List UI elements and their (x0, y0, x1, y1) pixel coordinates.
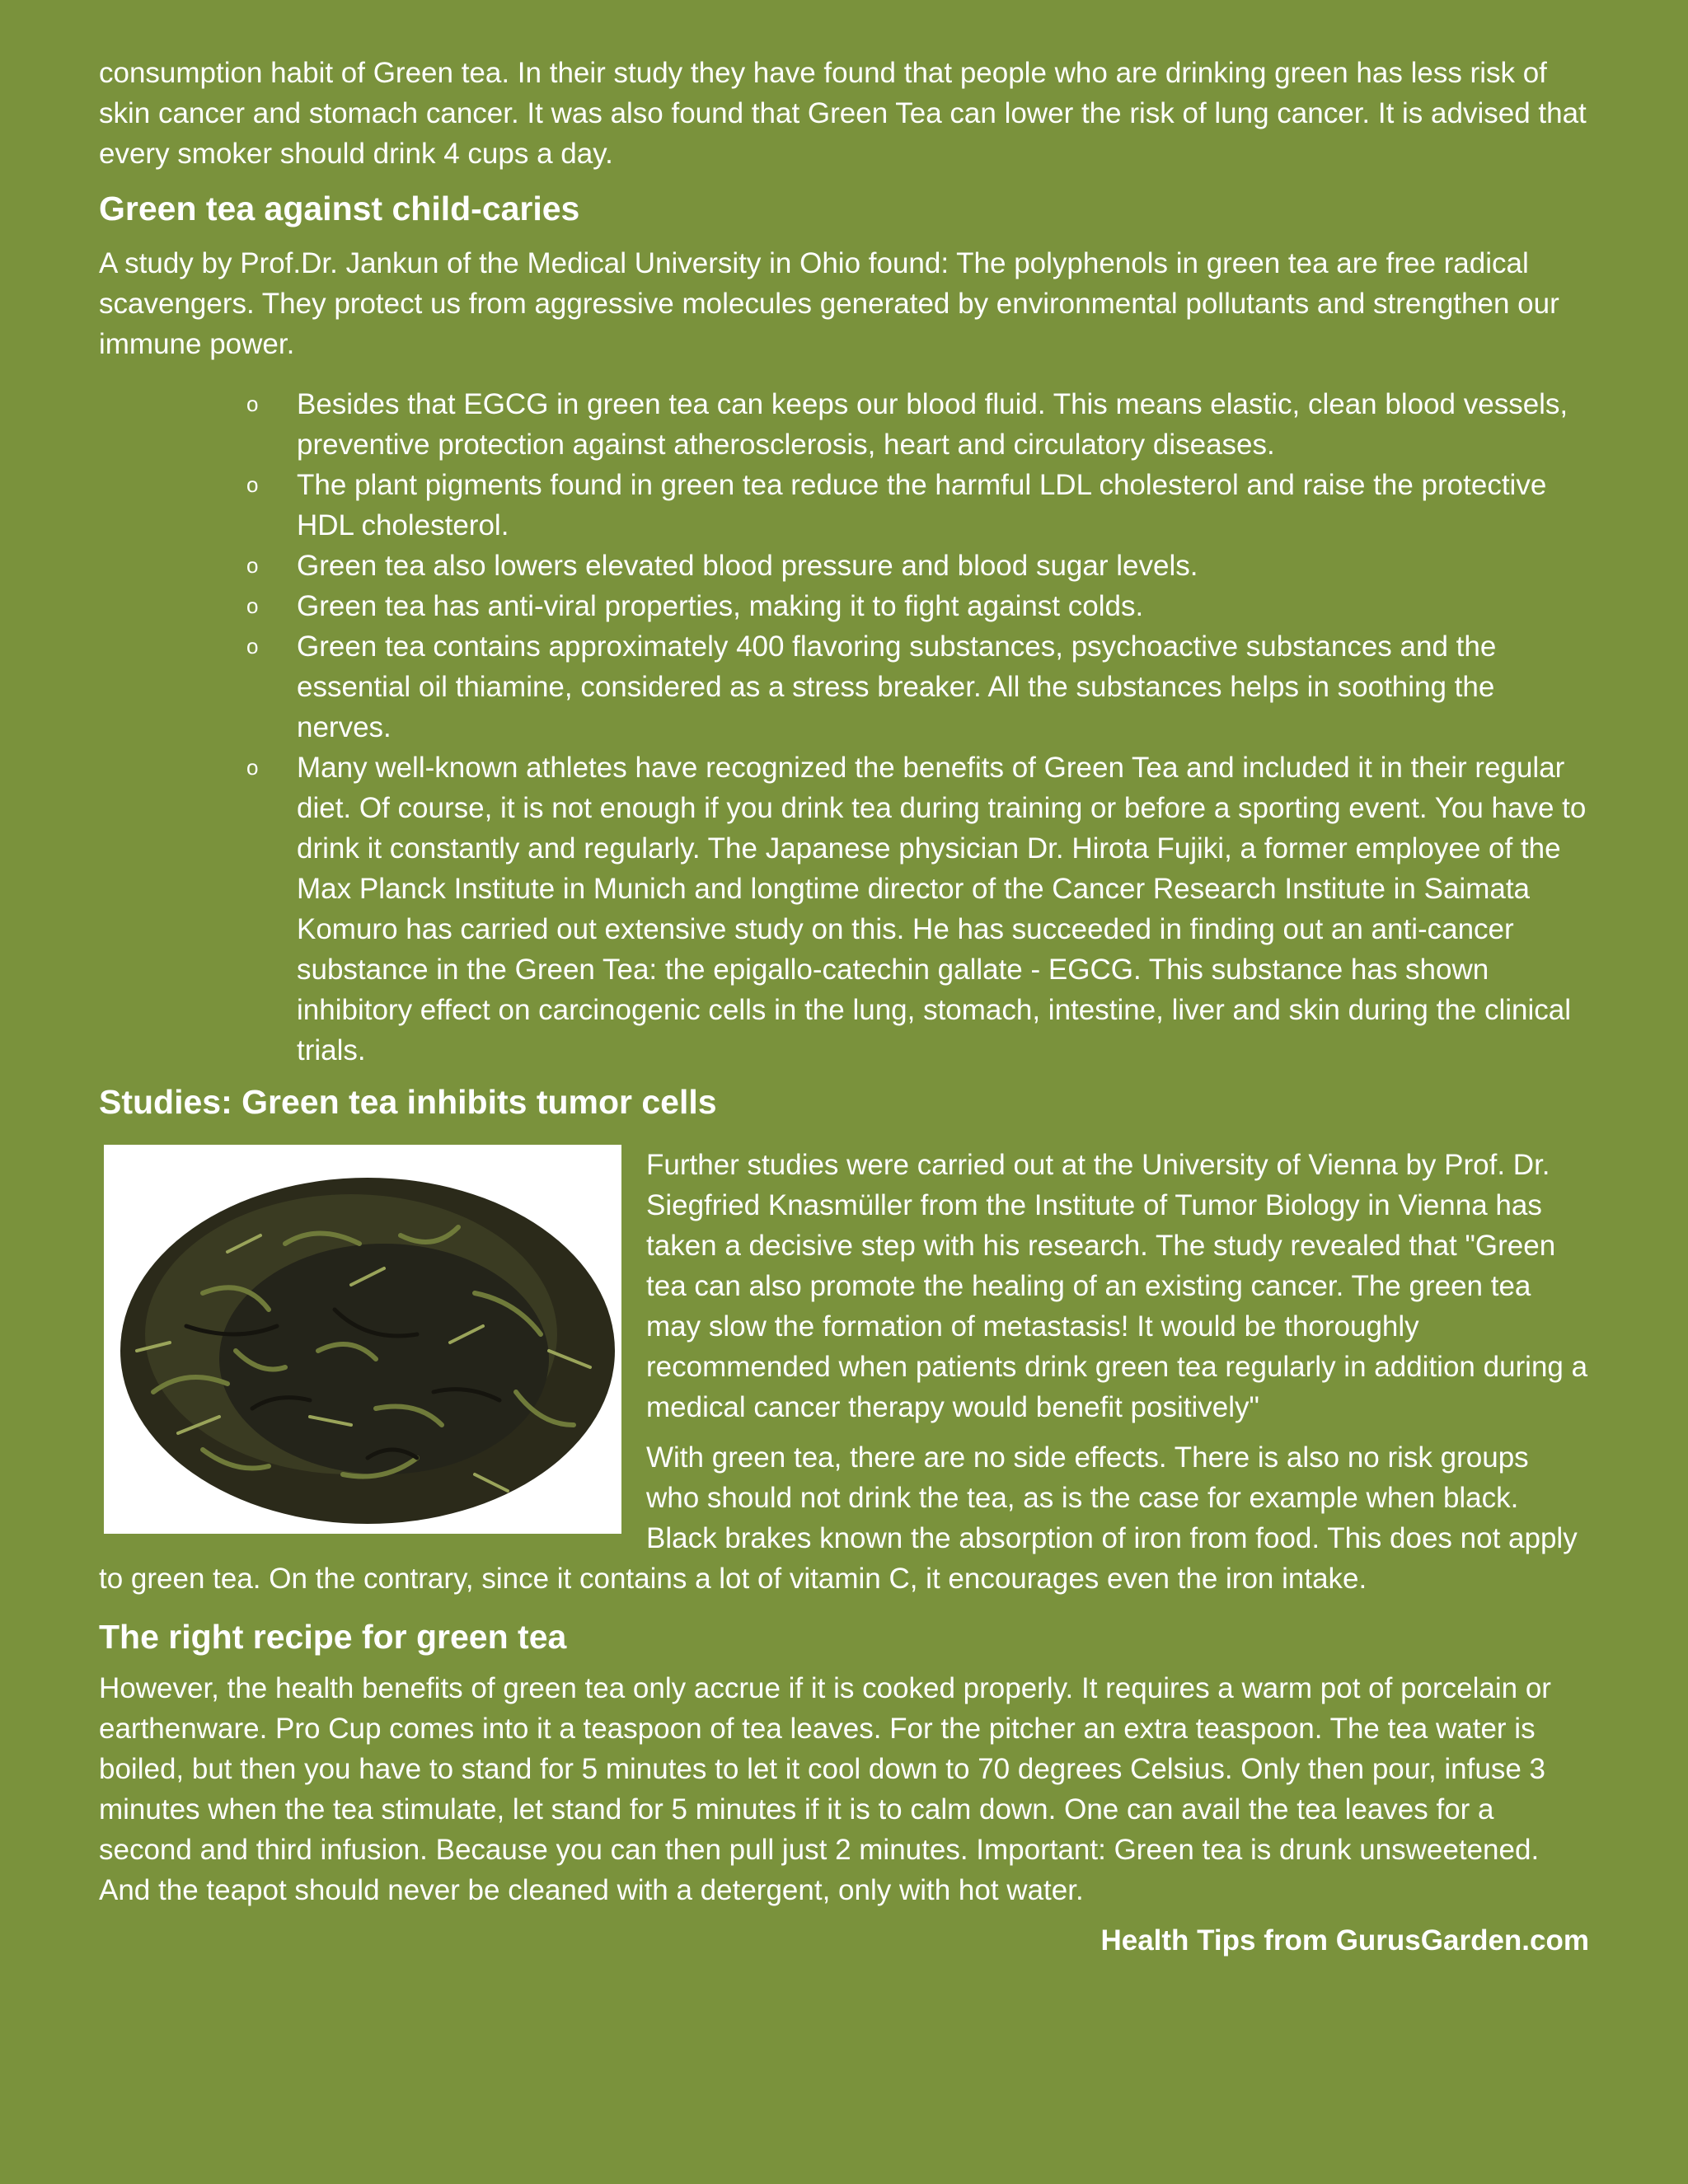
heading-recipe: The right recipe for green tea (99, 1618, 567, 1656)
bullet-marker: o (246, 634, 259, 658)
list-item-text: Green tea contains approximately 400 flavoring substances, psychoactive substances and the essential oil thiamine, considered as a stress breaker. All the substances helps in soothing the nerves. (297, 630, 1497, 743)
tumor-study-section (99, 1145, 1589, 1599)
list-item (246, 546, 1589, 586)
bullet-marker: o (246, 472, 259, 497)
bullet-marker: o (246, 755, 259, 780)
list-item (246, 586, 1589, 626)
list-item-text: Green tea has anti-viral properties, making it to fight against colds. (297, 590, 1144, 622)
bullet-marker: o (246, 391, 259, 416)
document-page (99, 53, 1589, 1961)
list-item-text: Many well-known athletes have recognized the benefits of Green Tea and included it in their regular diet. Of course, it is not enough if you drink tea during training or before a sporting event. You have to drink it constantly and regularly. The Japanese physician Dr. Hirota Fujiki, a former employee of the Max Planck Institute in Munich and longtime director of the Cancer Research Institute in Saimata Komuro has carried out extensive study on this. He has succeeded in finding out an anti-cancer substance in the Green Tea: the epigallo-catechin gallate - EGCG. This substance has shown inhibitory effect on carcinogenic cells in the lung, stomach, intestine, liver and skin during the clinical trials. (297, 752, 1587, 1066)
list-item-text: Green tea also lowers elevated blood pressure and blood sugar levels. (297, 550, 1198, 582)
list-item-text: Besides that EGCG in green tea can keeps our blood fluid. This means elastic, clean blood vessels, preventive protection against atherosclerosis, heart and circulatory diseases. (297, 388, 1568, 461)
footer-credit: Health Tips from GurusGarden.com (1100, 1924, 1589, 1957)
heading-child-caries: Green tea against child-caries (99, 190, 580, 227)
heading-tumor-cells: Studies: Green tea inhibits tumor cells (99, 1083, 717, 1121)
list-item (246, 748, 1589, 1071)
vienna-study-paragraph: Further studies were carried out at the University of Vienna by Prof. Dr. Siegfried Knasmüller from the Institute of Tumor Biology in Vienna has taken a decisive step with his research. The study revealed that "Green tea can also promote the healing of an existing cancer. The green tea may slow the formation of metastasis! It would be thoroughly recommended when patients drink green tea regularly in addition during a medical cancer therapy would benefit positively" (646, 1149, 1588, 1423)
benefits-list (99, 384, 1589, 1071)
side-effects-paragraph: With green tea, there are no side effects. There is also no risk groups who should not drink the tea, as is the case for example when black. Black brakes known the absorption of iron from food. This does not apply to green tea. On the contrary, since it contains a lot of vitamin C, it encourages even the iron intake. (99, 1441, 1578, 1595)
green-tea-leaves-image (104, 1145, 621, 1534)
list-item-text: The plant pigments found in green tea reduce the harmful LDL cholesterol and raise the protective HDL cholesterol. (297, 469, 1547, 541)
bullet-marker: o (246, 593, 259, 618)
child-caries-paragraph: A study by Prof.Dr. Jankun of the Medical University in Ohio found: The polyphenols in green tea are free radical scavengers. They protect us from aggressive molecules generated by environmental pollutants and strengthen our immune power. (99, 247, 1559, 360)
recipe-paragraph: However, the health benefits of green tea only accrue if it is cooked properly. It requires a warm pot of porcelain or earthenware. Pro Cup comes into it a teaspoon of tea leaves. For the pitcher an extra teaspoon. The tea water is boiled, but then you have to stand for 5 minutes to let it cool down to 70 degrees Celsius. Only then pour, infuse 3 minutes when the tea stimulate, let stand for 5 minutes if it is to calm down. One can avail the tea leaves for a second and third infusion. Because you can then pull just 2 minutes. Important: Green tea is drunk unsweetened. And the teapot should never be cleaned with a detergent, only with hot water. (99, 1672, 1551, 1906)
intro-paragraph: consumption habit of Green tea. In their study they have found that people who are drinking green has less risk of skin cancer and stomach cancer. It was also found that Green Tea can lower the risk of lung cancer. It is advised that every smoker should drink 4 cups a day. (99, 57, 1587, 170)
list-item (246, 626, 1589, 748)
bullet-marker: o (246, 553, 259, 578)
list-item (246, 384, 1589, 465)
list-item (246, 465, 1589, 546)
